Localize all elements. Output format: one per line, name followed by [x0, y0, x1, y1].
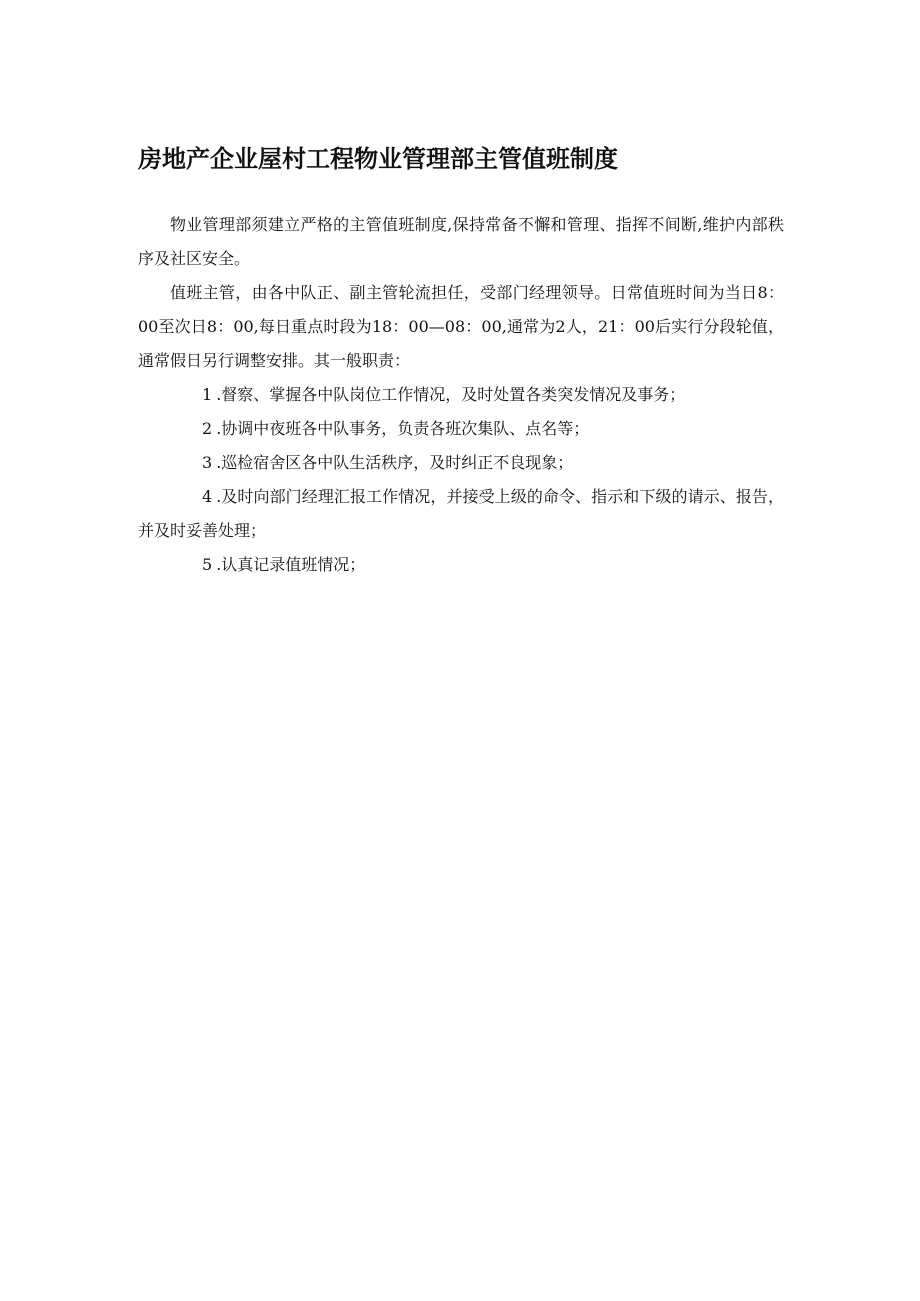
list-item-text: .协调中夜班各中队事务，负责各班次集队、点名等；	[216, 419, 590, 438]
document-body	[138, 208, 784, 582]
list-item	[138, 446, 784, 480]
list-item-number: 1	[202, 385, 213, 404]
list-item-text: .督察、掌握各中队岗位工作情况，及时处置各类突发情况及事务；	[216, 385, 686, 404]
list-item-text: .及时向部门经理汇报工作情况，并接受上级的命令、指示和下级的请示、报告，并及时妥善处理；	[138, 487, 784, 540]
list-item-number: 2	[202, 419, 213, 438]
list-item-number: 5	[202, 555, 213, 574]
paragraph-intro: 物业管理部须建立严格的主管值班制度,保持常备不懈和管理、指挥不间断,维护内部秩序及社区安全。	[138, 215, 784, 268]
list-item-number: 3	[202, 453, 213, 472]
document-title: 房地产企业屋村工程物业管理部主管值班制度	[138, 145, 618, 173]
list-item	[138, 480, 784, 548]
list-item	[138, 412, 784, 446]
paragraph-duty-schedule: 值班主管，由各中队正、副主管轮流担任，受部门经理领导。日常值班时间为当日8：00至次日8：00,每日重点时段为18：00—08：00,通常为2人，21：00后实行分段轮值，通常假日另行调整安排。其一般职责：	[138, 283, 784, 370]
list-item-number: 4	[202, 487, 213, 506]
list-item-text: .认真记录值班情况；	[216, 555, 366, 574]
list-item-text: .巡检宿舍区各中队生活秩序，及时纠正不良现象；	[216, 453, 574, 472]
list-item	[138, 378, 784, 412]
list-item	[138, 548, 784, 582]
